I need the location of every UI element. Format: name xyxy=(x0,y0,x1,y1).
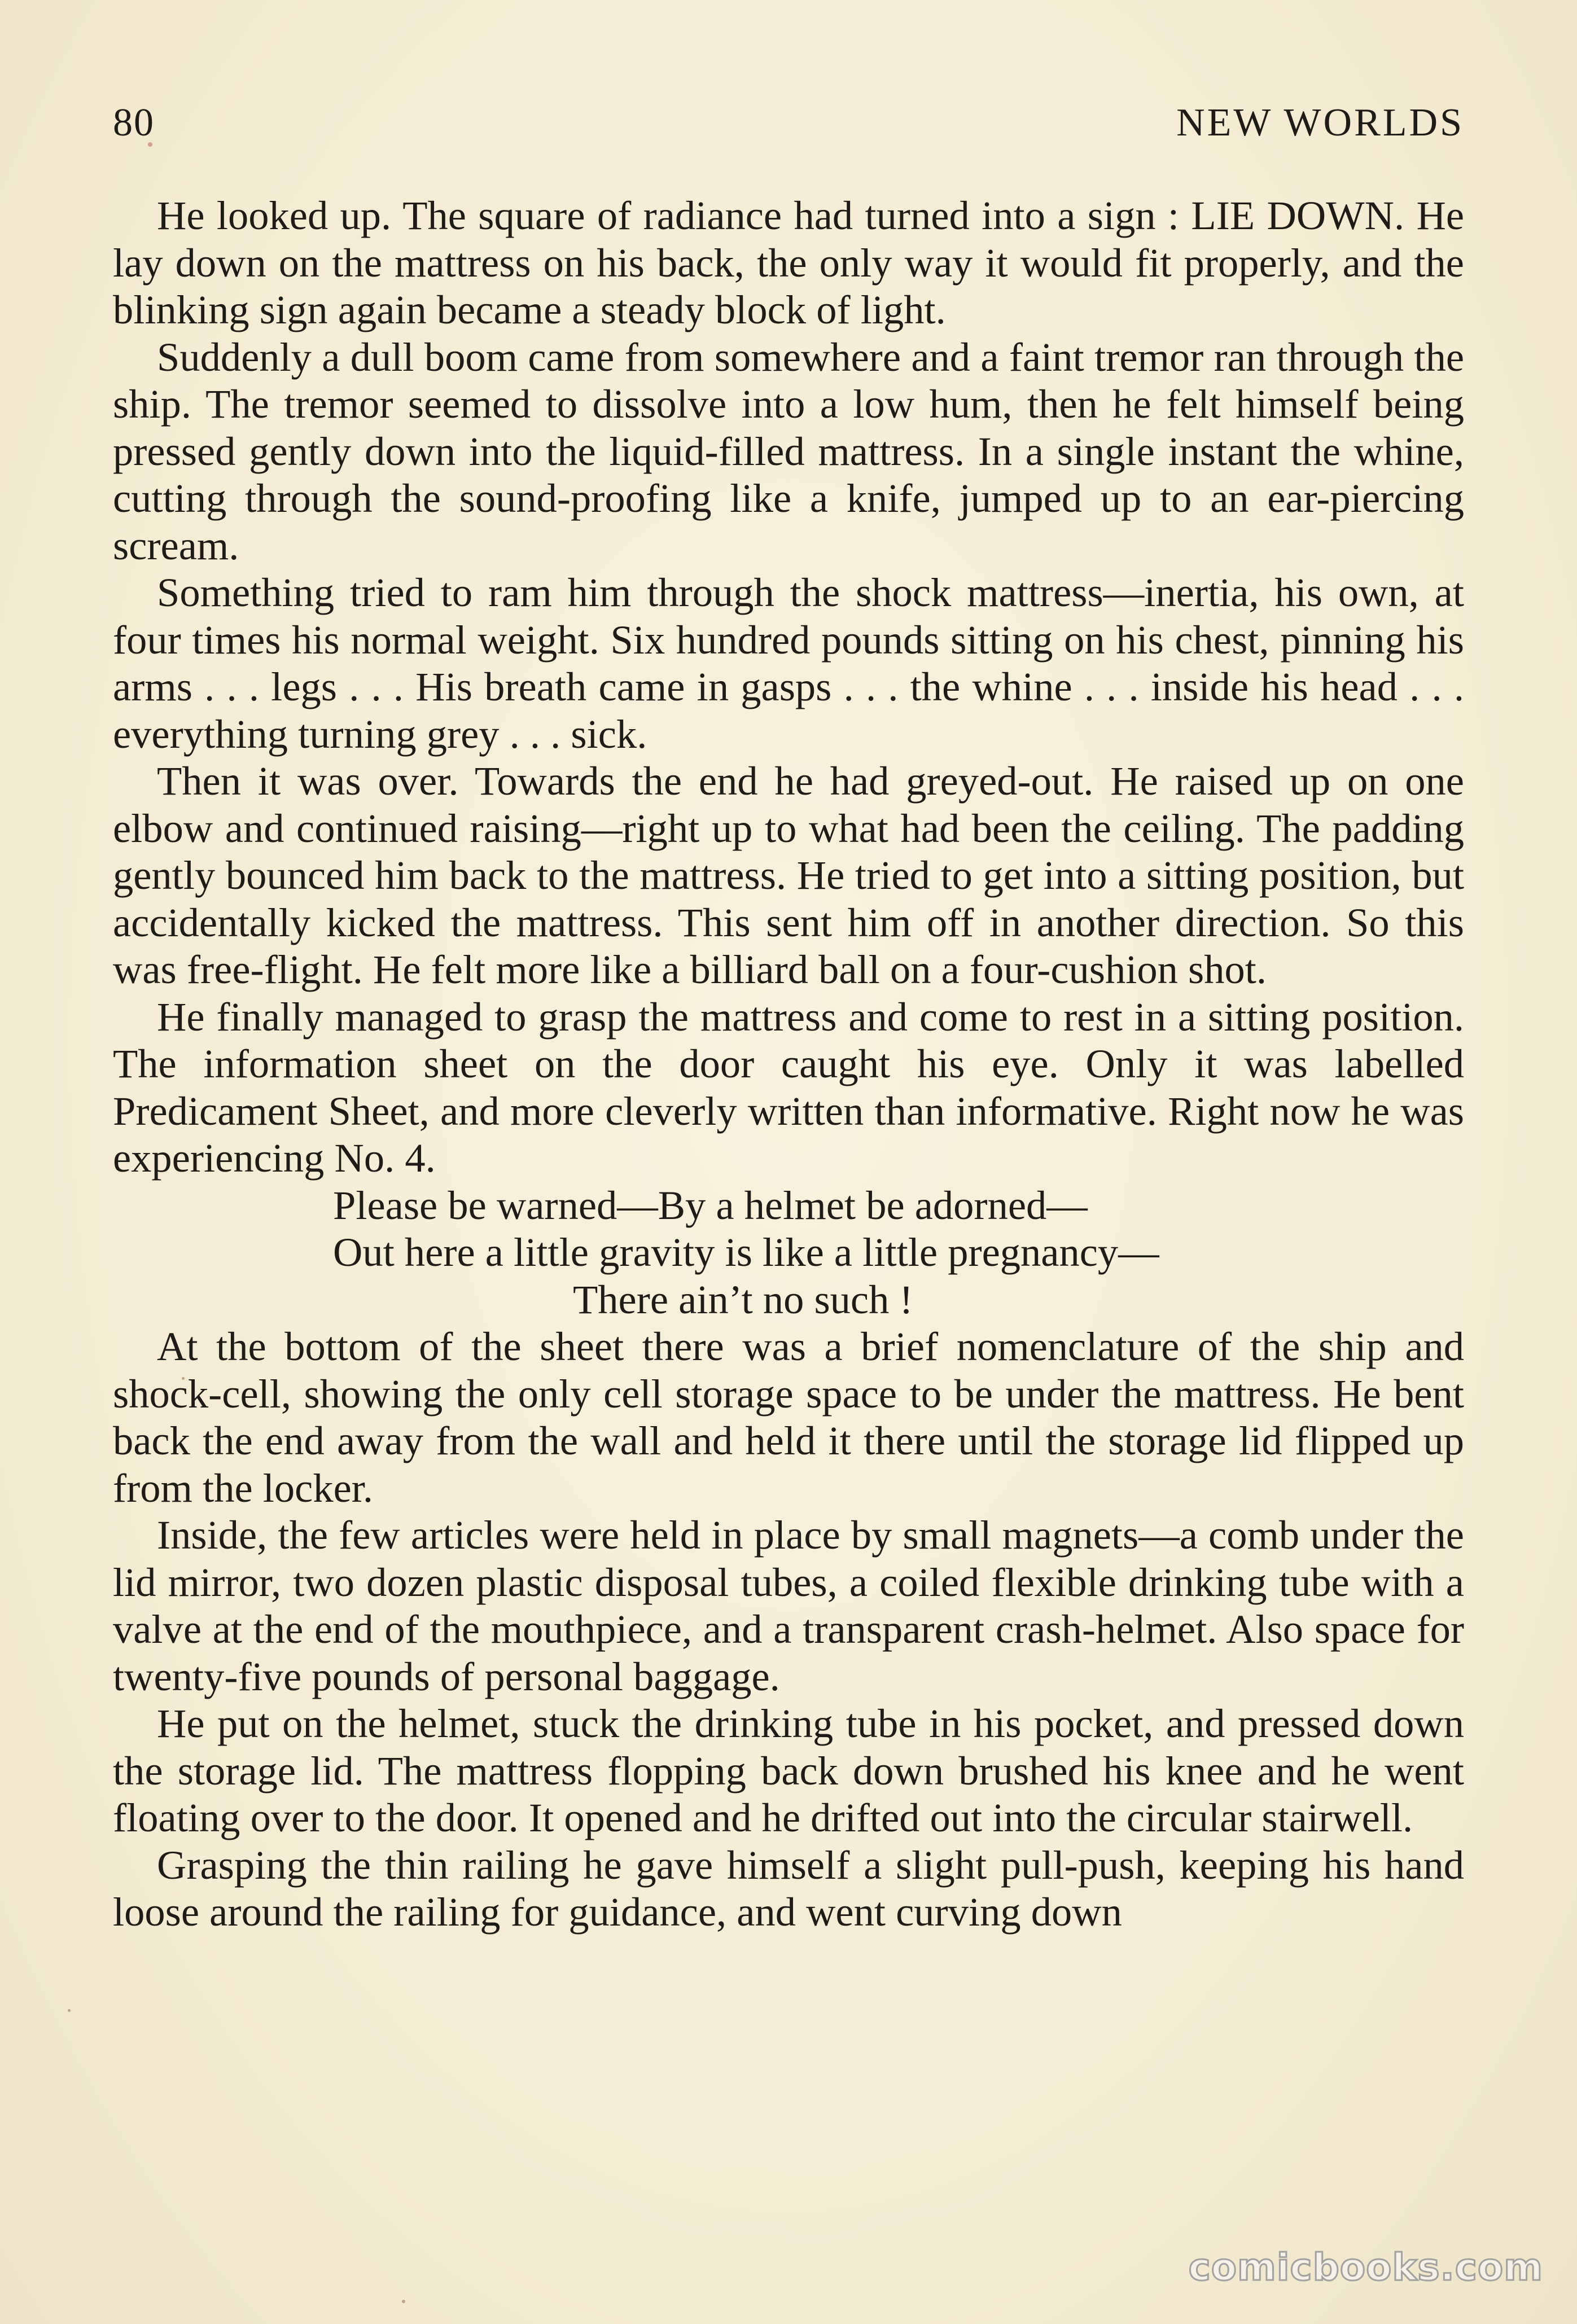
paragraph: At the bottom of the sheet there was a brief nomenclature of the ship and shock-cell, showing the only cell storage space to be under the mattress. He bent back the end away from the wall and held it there until the storage lid flipped up from the locker. xyxy=(113,1323,1464,1511)
paragraph: He looked up. The square of radiance had turned into a sign : LIE DOWN. He lay down on the mattress on his back, the only way it would fit properly, and the blinking sign again became a steady block of light. xyxy=(113,192,1464,332)
verse-line: Out here a little gravity is like a little pregnancy— xyxy=(333,1229,1159,1275)
watermark: comicbooks.com xyxy=(1188,2246,1543,2289)
page-number: 80 xyxy=(113,101,155,144)
body-text xyxy=(113,192,1464,1936)
paper-speck xyxy=(68,2009,71,2012)
running-head xyxy=(113,95,1464,151)
paragraph: Then it was over. Towards the end he had greyed-out. He raised up on one elbow and continued raising—right up to what had been the ceiling. The padding gently bounced him back to the mattress. He tried to get into a sitting position, but accidentally kicked the mattress. This sent him off in another direction. So this was free-flight. He felt more like a billiard ball on a four-cushion shot. xyxy=(113,758,1464,992)
verse-line: There ain’t no such ! xyxy=(573,1276,913,1322)
paper-speck xyxy=(402,2300,405,2303)
paragraph: He put on the helmet, stuck the drinking tube in his pocket, and pressed down the storage lid. The mattress flopping back down brushed his knee and he went floating over to the door. It opened and he drifted out into the circular stairwell. xyxy=(113,1700,1464,1840)
paragraph: Suddenly a dull boom came from somewhere and a faint tremor ran through the ship. The tremor seemed to dissolve into a low hum, then he felt himself being pressed gently down into the liquid-filled mattress. In a single instant the whine, cutting through the sound-proofing like a knife, jumped up to an ear-piercing scream. xyxy=(113,334,1464,568)
paragraph: Inside, the few articles were held in place by small magnets—a comb under the lid mirror, two dozen plastic disposal tubes, a coiled flexible drinking tube with a valve at the end of the mouthpiece, and a transparent crash-helmet. Also space for twenty-five pounds of personal baggage. xyxy=(113,1512,1464,1699)
running-title: NEW WORLDS xyxy=(1176,101,1464,144)
paragraph: Grasping the thin railing he gave himself a slight pull-push, keeping his hand loose around the railing for guidance, and went curving down xyxy=(113,1841,1464,1935)
verse-line: Please be warned—By a helmet be adorned— xyxy=(333,1182,1088,1228)
paragraph: He finally managed to grasp the mattress and come to rest in a sitting position. The information sheet on the door caught his eye. Only it was labelled Predicament Sheet, and more cleverly written than informative. Right now he was experiencing No. 4. xyxy=(113,993,1464,1181)
paragraph: Something tried to ram him through the shock mattress—inertia, his own, at four times his normal weight. Six hundred pounds sitting on his chest, pinning his arms . . . legs . . . His breath came in gasps . . . the whine . . . inside his head . . . everything turning grey . . . sick. xyxy=(113,569,1464,757)
predicament-verse xyxy=(113,1182,1464,1323)
